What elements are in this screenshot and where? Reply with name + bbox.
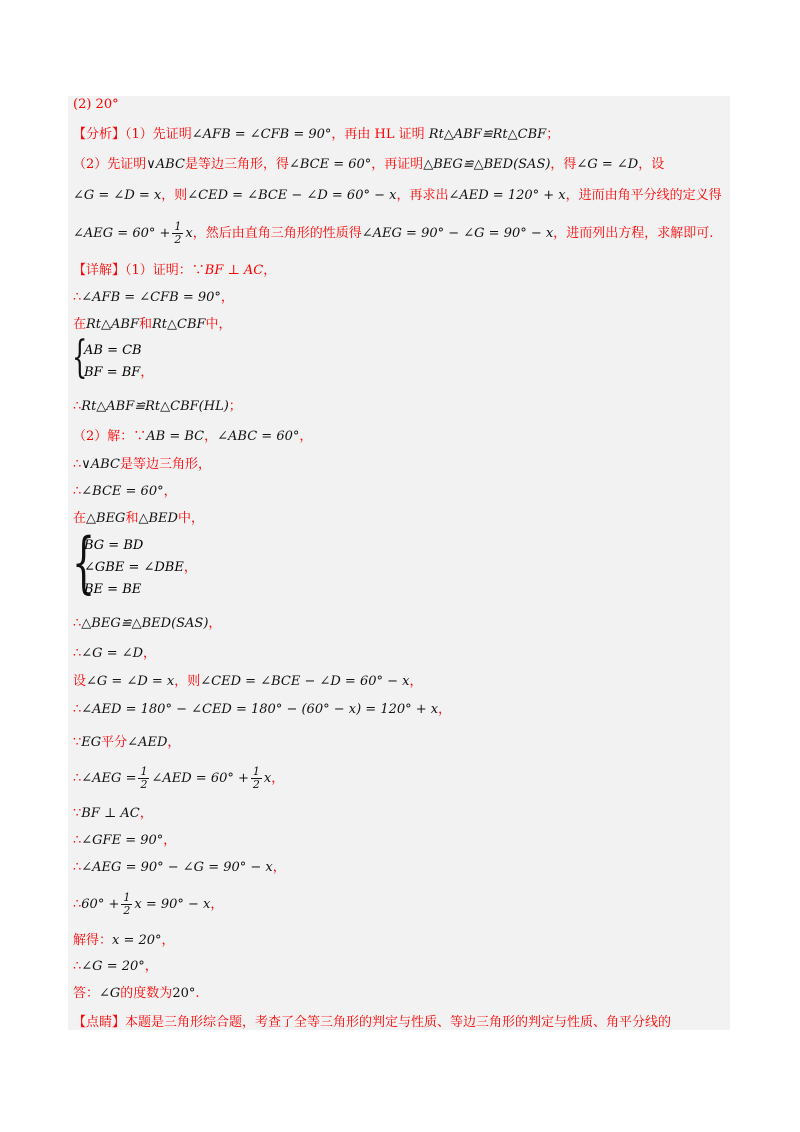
analysis-line-2: （2）先证明∨ABC是等边三角形，得∠BCE = 60°，再证明△BEG≌△BED(SAS)，得∠G = ∠D，设 (73, 157, 665, 172)
detail-line-12: ∴∠AED = 180° − ∠CED = 180° − (60° − x) = 120° + x， (73, 702, 452, 717)
detail-line-6: ∴∨ABC是等边三角形， (73, 457, 211, 472)
detail-line-5: （2）解：∵AB = BC，∠ABC = 60°， (73, 429, 313, 444)
detail-line-7: ∴∠BCE = 60°， (73, 484, 177, 499)
analysis-line-1: 【分析】（1）先证明∠AFB = ∠CFB = 90°，再由 HL 证明 Rt△ABF≌Rt△CBF； (73, 127, 560, 142)
detail-line-14: ∴∠AEG = $\frac{1}{2}$ ∠AED = 60° + $\frac{1}{2}$ x， (73, 765, 285, 791)
fraction: $\frac{1}{2}$ (252, 765, 260, 791)
analysis-line-4: ∠AEG = 60° + $\frac{1}{2}$ x，然后由直角三角形的性质得∠AEG = 90° − ∠G = 90° − x，进而列出方程，求解即可. (73, 220, 714, 246)
detail-line-19: 解得：x = 20°， (73, 933, 175, 948)
fraction: $\frac{1}{2}$ (140, 765, 148, 791)
detail-line-10: ∴∠G = ∠D， (73, 646, 157, 661)
detail-line-20: ∴∠G = 20°， (73, 959, 158, 974)
detail-line-13: ∵EG平分∠AED， (73, 735, 181, 750)
detail-line-3: 在Rt△ABF和Rt△CBF中， (73, 317, 232, 332)
detail-line-11: 设∠G = ∠D = x，则∠CED = ∠BCE − ∠D = 60° − x， (73, 674, 423, 689)
detail-line-18: ∴60° + $\frac{1}{2}$ x = 90° − x， (73, 891, 224, 917)
detail-line-16: ∴∠GFE = 90°， (73, 833, 177, 848)
detail-line-9: ∴△BEG≌△BED(SAS)， (73, 616, 222, 631)
analysis-line-3: ∠G = ∠D = x，则∠CED = ∠BCE − ∠D = 60° − x，再求出∠AED = 120° + x，进而由角平分线的定义得 (73, 188, 722, 203)
detail-line-15: ∵BF ⊥ AC， (73, 806, 153, 821)
fraction: $\frac{1}{2}$ (123, 891, 131, 917)
answer-line: (2) 20° (73, 97, 119, 112)
detail-line-8: 在△BEG和△BED中， (73, 511, 204, 526)
fraction: $\frac{1}{2}$ (174, 220, 182, 246)
detail-line-17: ∴∠AEG = 90° − ∠G = 90° − x， (73, 860, 286, 875)
comment-line: 【点睛】本题是三角形综合题，考查了全等三角形的判定与性质、等边三角形的判定与性质、角平分线的 (73, 1015, 672, 1030)
detail-line-4: ∴Rt△ABF≌Rt△CBF(HL)； (73, 399, 242, 414)
detail-line-21: 答：∠G的度数为20°. (73, 986, 200, 1001)
detail-line-1: 【详解】（1）证明：∵BF ⊥ AC， (73, 263, 277, 278)
detail-line-2: ∴∠AFB = ∠CFB = 90°， (73, 290, 234, 305)
